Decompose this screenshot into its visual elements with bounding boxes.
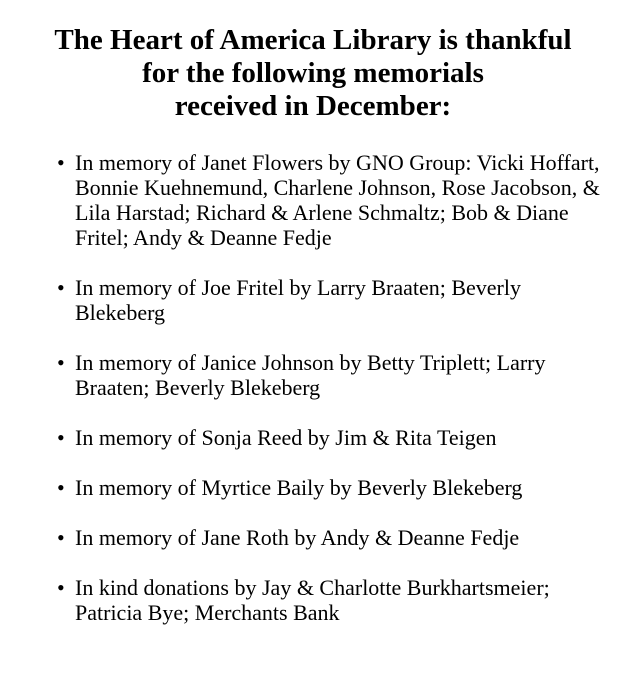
list-item-text: In memory of Joe Fritel by Larry Braaten; Beverly Blekeberg <box>75 275 521 325</box>
list-item-text: In memory of Janice Johnson by Betty Triplett; Larry Braaten; Beverly Blekeberg <box>75 350 546 400</box>
list-item <box>57 425 626 450</box>
bullet-icon: • <box>57 475 65 500</box>
title-line-2: for the following memorials <box>142 57 484 89</box>
list-item <box>57 350 626 400</box>
list-item-text: In kind donations by Jay & Charlotte Burkhartsmeier; Patricia Bye; Merchants Bank <box>75 575 550 625</box>
bullet-icon: • <box>57 525 65 550</box>
bullet-icon: • <box>57 275 65 300</box>
title-line-1: The Heart of America Library is thankful <box>54 24 572 56</box>
list-item <box>57 150 626 250</box>
page-title <box>0 0 626 123</box>
list-item-text: In memory of Jane Roth by Andy & Deanne Fedje <box>75 525 520 550</box>
title-line-3: received in December: <box>174 90 452 122</box>
list-item-text: In memory of Janet Flowers by GNO Group: Vicki Hoffart, Bonnie Kuehnemund, Charlene Johnson, Rose Jacobson, & Lila Harstad; Richard & Arlene Schmaltz; Bob & Diane Fritel; Andy & Deanne Fedje <box>75 150 600 250</box>
list-item-text: In memory of Myrtice Baily by Beverly Blekeberg <box>75 475 523 500</box>
bullet-icon: • <box>57 150 65 175</box>
memorials-list <box>0 150 626 625</box>
list-item <box>57 575 626 625</box>
bullet-icon: • <box>57 350 65 375</box>
list-item <box>57 475 626 500</box>
list-item <box>57 275 626 325</box>
bullet-icon: • <box>57 575 65 600</box>
bullet-icon: • <box>57 425 65 450</box>
list-item <box>57 525 626 550</box>
list-item-text: In memory of Sonja Reed by Jim & Rita Teigen <box>75 425 497 450</box>
